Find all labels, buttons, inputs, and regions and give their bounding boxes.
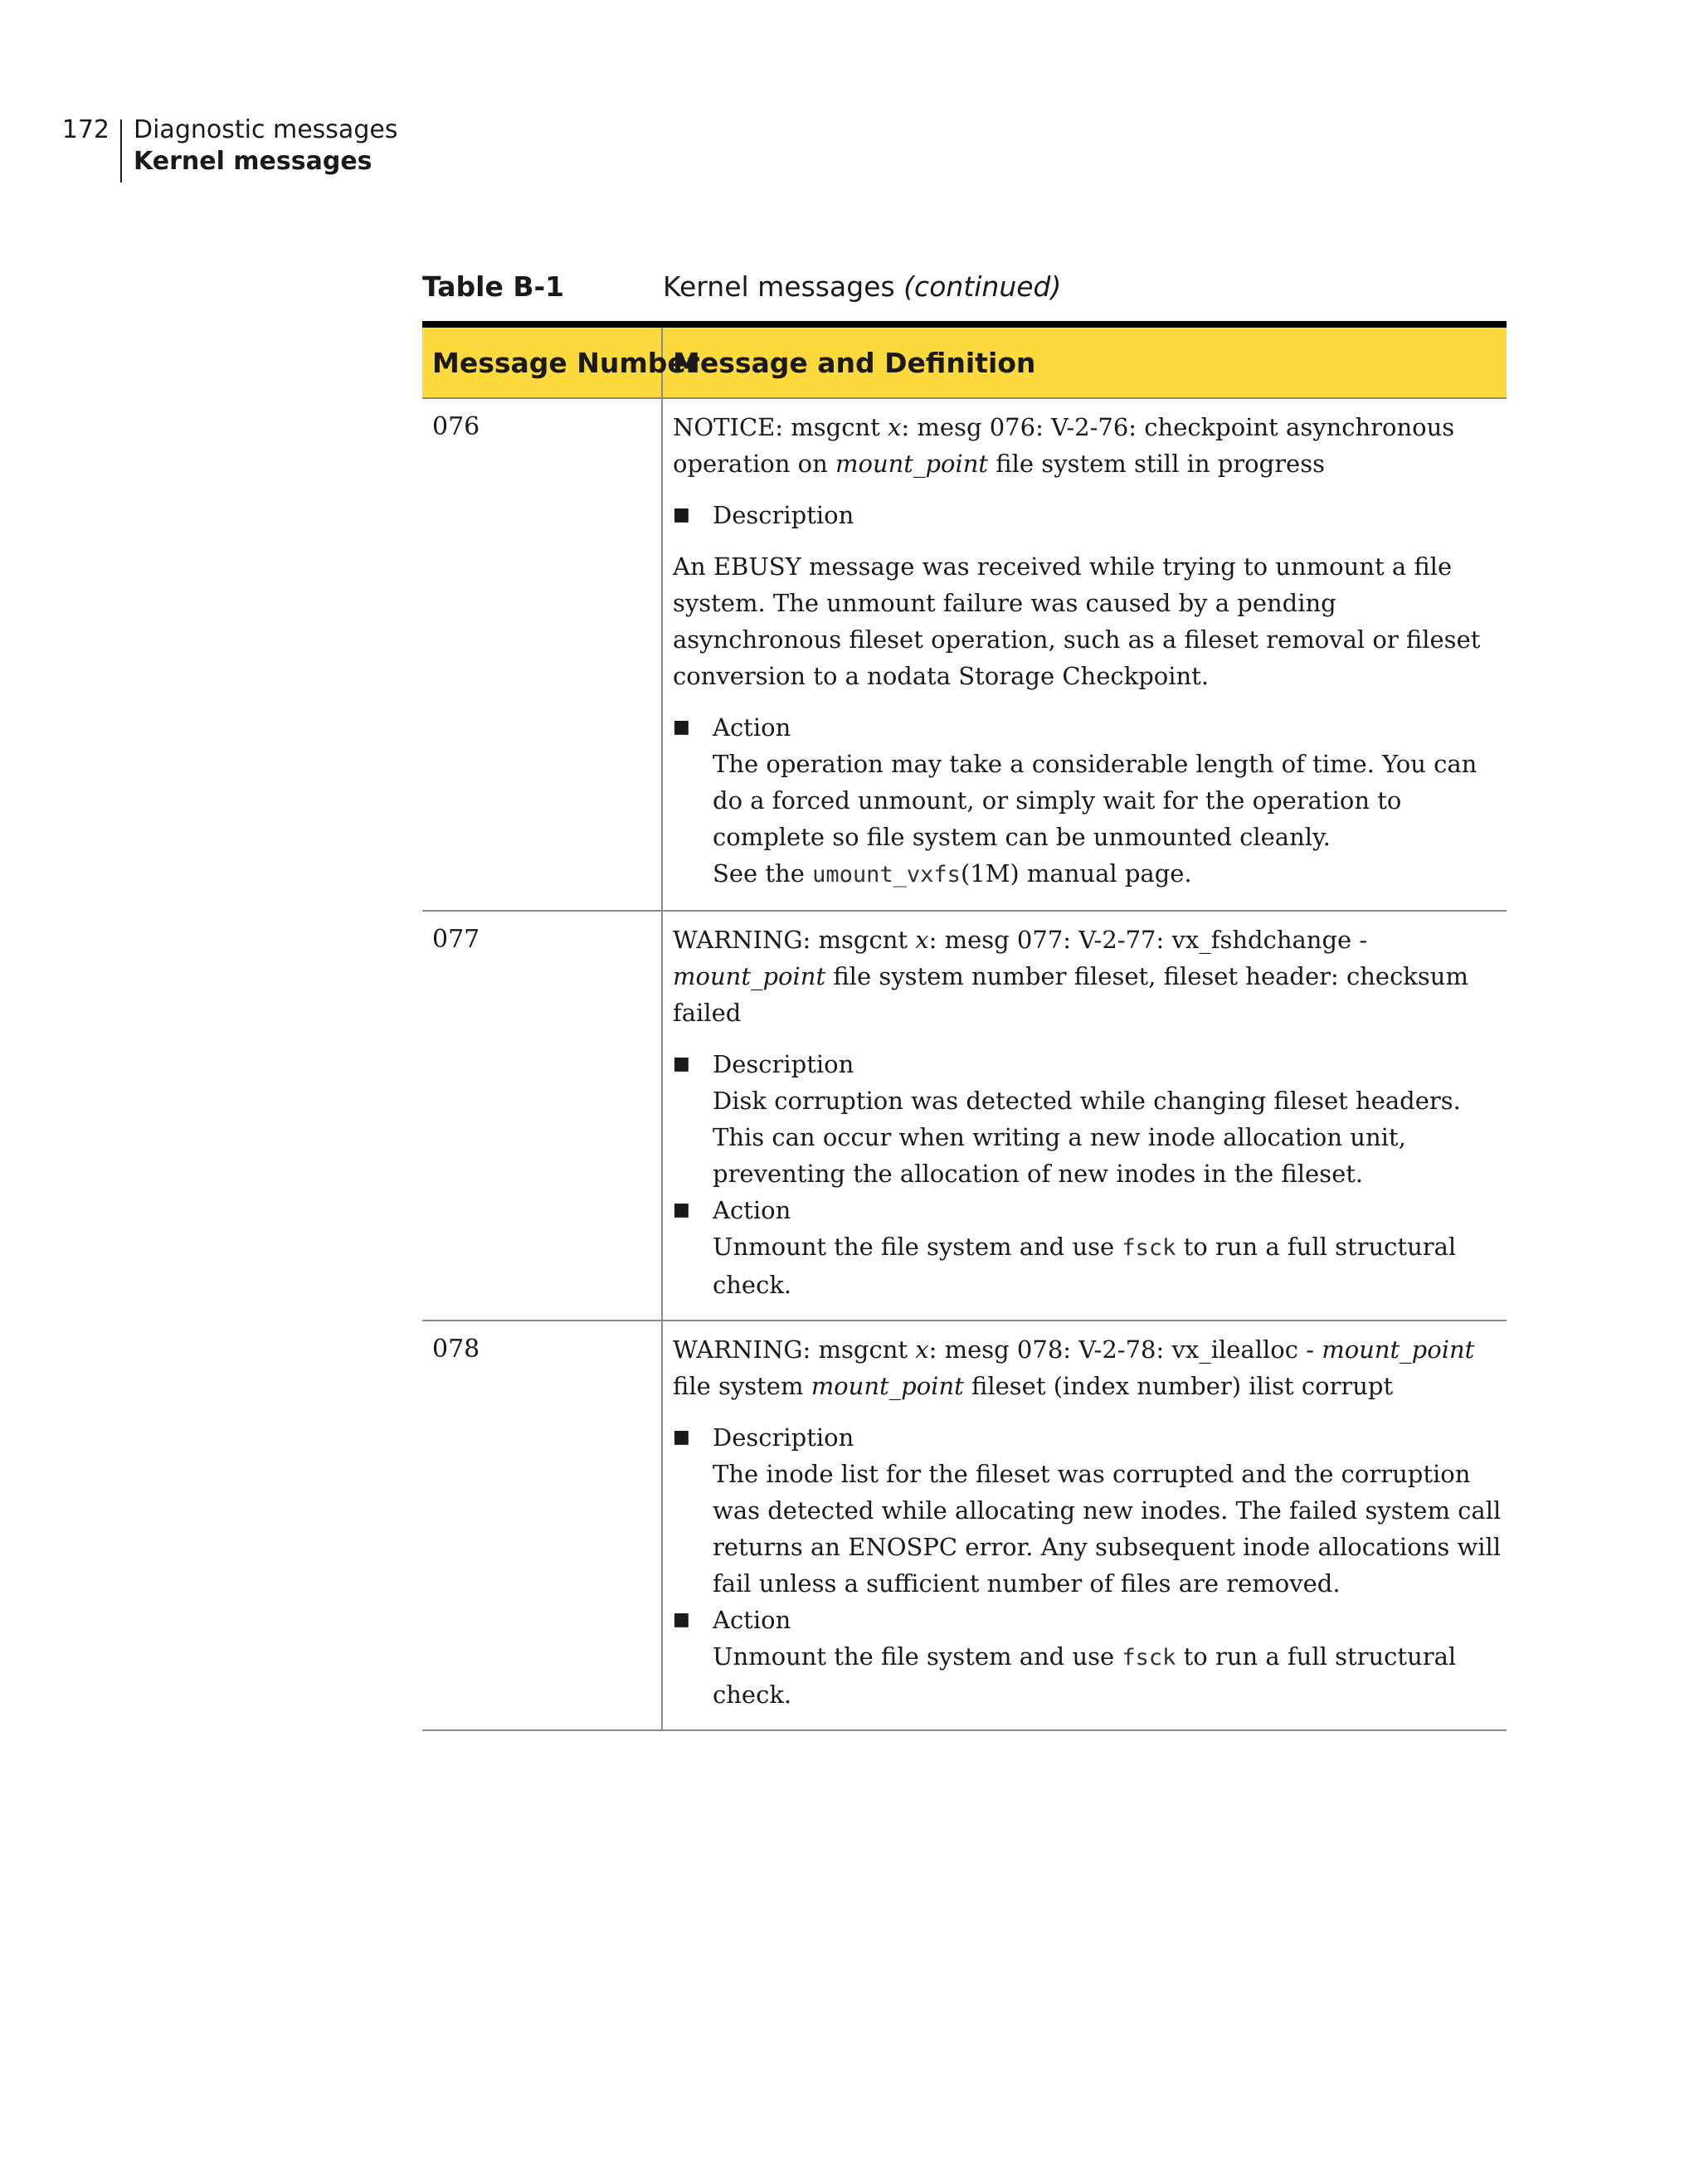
header-message-number: Message Number bbox=[422, 328, 663, 397]
action-label: Action bbox=[713, 1606, 791, 1634]
message-variable: mount_point bbox=[835, 450, 989, 478]
see-also-text bbox=[713, 855, 1502, 893]
bullet-square-icon: ■ bbox=[673, 504, 690, 525]
message-number: 077 bbox=[422, 912, 663, 1320]
message-definition bbox=[663, 912, 1507, 1320]
action-text-prefix: Unmount the file system and use bbox=[713, 1233, 1122, 1261]
section-title: Kernel messages bbox=[134, 147, 372, 176]
message-text-part: fileset (index number) ilist corrupt bbox=[963, 1372, 1394, 1400]
page-number: 172 bbox=[61, 115, 110, 144]
command-name: fsck bbox=[1122, 1645, 1176, 1671]
bullet-square-icon: ■ bbox=[673, 1053, 690, 1074]
bullet-square-icon: ■ bbox=[673, 1427, 690, 1447]
message-text-part: : mesg 077: V-2-77: vx_fshdchange - bbox=[928, 926, 1368, 954]
message-text-part: WARNING: msgcnt bbox=[673, 1335, 916, 1364]
message-text-part: NOTICE: msgcnt bbox=[673, 413, 888, 441]
action-text bbox=[713, 1228, 1502, 1303]
description-text: Disk corruption was detected while changing fileset headers. This can occur when writing a new inode allocation unit, preventing the allocation of new inodes in the fileset. bbox=[713, 1087, 1461, 1188]
see-also-suffix: (1M) manual page. bbox=[960, 859, 1192, 888]
see-also-prefix: See the bbox=[713, 859, 813, 888]
table-row bbox=[422, 912, 1507, 1321]
message-text-part: WARNING: msgcnt bbox=[673, 926, 916, 954]
bullet-square-icon: ■ bbox=[673, 717, 690, 737]
message-number: 078 bbox=[422, 1321, 663, 1729]
message-text-part: file system still in progress bbox=[988, 450, 1325, 478]
message-variable: x bbox=[888, 413, 902, 441]
description-text: An EBUSY message was received while trying to unmount a file system. The unmount failure was caused by a pending asynchronous fileset operation, such as a fileset removal or fileset conversion to a nodata Storage Checkpoint. bbox=[673, 552, 1481, 690]
table-row bbox=[422, 399, 1507, 912]
table-title: Kernel messages bbox=[663, 270, 895, 303]
message-definition bbox=[663, 1321, 1507, 1729]
message-text bbox=[673, 409, 1502, 482]
description-bullet bbox=[673, 1419, 1502, 1456]
description-label: Description bbox=[713, 501, 854, 529]
message-variable: mount_point bbox=[811, 1372, 964, 1400]
table-row bbox=[422, 1321, 1507, 1731]
message-variable: x bbox=[915, 926, 929, 954]
action-label: Action bbox=[713, 713, 791, 742]
message-text bbox=[673, 1331, 1502, 1404]
action-text: The operation may take a considerable length of time. You can do a forced unmount, or simply wait for the operation to complete so file system can be unmounted cleanly. bbox=[713, 750, 1477, 851]
message-variable: mount_point bbox=[673, 962, 826, 990]
command-name: fsck bbox=[1122, 1235, 1176, 1261]
message-variable: x bbox=[915, 1335, 929, 1364]
chapter-title: Diagnostic messages bbox=[134, 115, 398, 144]
message-text-part: : mesg 076: V-2-76: checkpoint asynchronous operation on bbox=[673, 413, 1455, 478]
message-variable: mount_point bbox=[1322, 1335, 1475, 1364]
description-text: The inode list for the fileset was corrupted and the corruption was detected while allocating new inodes. The failed system call returns an ENOSPC error. Any subsequent inode allocations will fail unless a sufficient number of files are removed. bbox=[713, 1460, 1502, 1598]
action-text-prefix: Unmount the file system and use bbox=[713, 1642, 1122, 1671]
bullet-square-icon: ■ bbox=[673, 1199, 690, 1220]
action-bullet bbox=[673, 1192, 1502, 1228]
description-label: Description bbox=[713, 1050, 854, 1078]
message-text-part: file system bbox=[673, 1372, 811, 1400]
action-text bbox=[713, 1638, 1502, 1713]
message-text-part: : mesg 078: V-2-78: vx_ilealloc - bbox=[928, 1335, 1322, 1364]
header-titles bbox=[134, 114, 397, 178]
kernel-messages-table bbox=[422, 321, 1507, 1731]
action-text-suffix: to run a full structural check. bbox=[713, 1642, 1457, 1709]
table-header-row bbox=[422, 328, 1507, 399]
message-definition bbox=[663, 399, 1507, 910]
action-bullet bbox=[673, 1602, 1502, 1638]
header-message-definition: Message and Definition bbox=[673, 346, 1036, 379]
description-bullet bbox=[673, 497, 1502, 533]
bullet-square-icon: ■ bbox=[673, 1609, 690, 1630]
header-divider bbox=[120, 119, 122, 182]
message-number: 076 bbox=[422, 399, 663, 910]
table-caption bbox=[422, 270, 1061, 304]
table-label: Table B-1 bbox=[422, 270, 565, 303]
action-label: Action bbox=[713, 1196, 791, 1224]
message-text-part: file system number fileset, fileset header: checksum failed bbox=[673, 962, 1468, 1027]
action-bullet bbox=[673, 709, 1502, 746]
table-continued-note: (continued) bbox=[903, 270, 1062, 303]
action-text-suffix: to run a full structural check. bbox=[713, 1233, 1457, 1299]
message-text bbox=[673, 922, 1502, 1031]
description-label: Description bbox=[713, 1423, 854, 1452]
description-bullet bbox=[673, 1046, 1502, 1082]
command-name: umount_vxfs bbox=[812, 862, 961, 888]
